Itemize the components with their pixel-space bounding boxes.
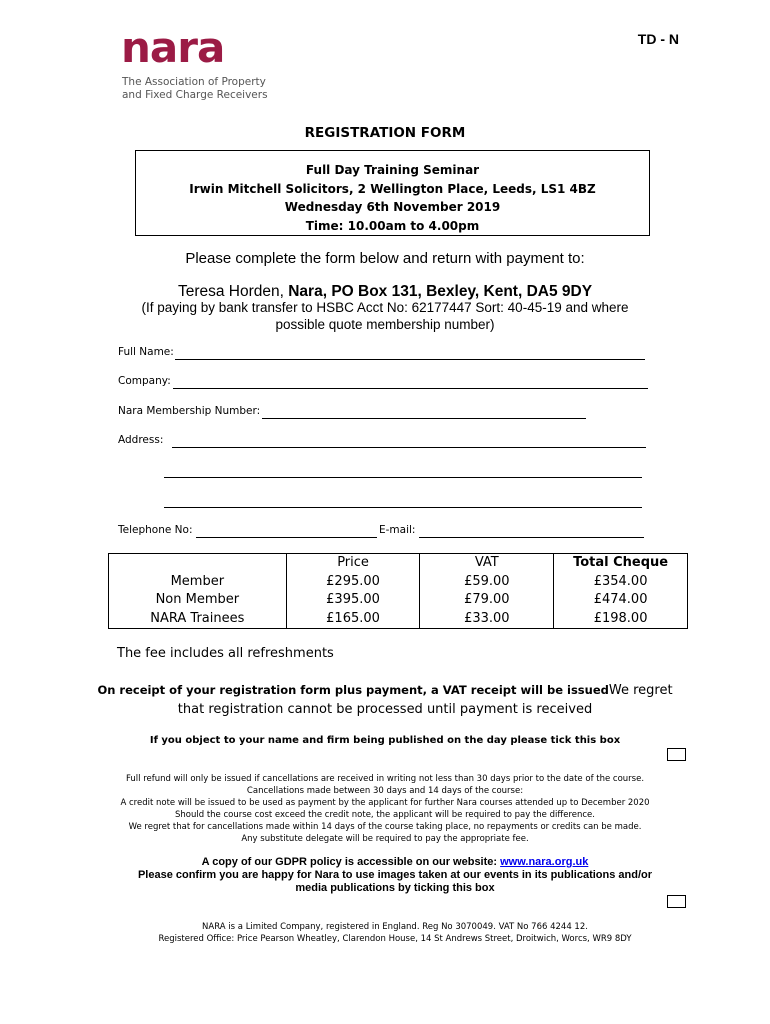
receipt-normal: We regret that registration cannot be processed until payment is received (177, 683, 673, 717)
images-consent-line-2: media publications by ticking this box (295, 882, 495, 894)
price-header: Price (337, 555, 369, 570)
vat-trainees: £33.00 (464, 610, 510, 626)
contact-name: Teresa Horden, (177, 283, 289, 300)
vat-header: VAT (474, 555, 499, 570)
total-header: Total Cheque (573, 555, 669, 570)
total-column (554, 554, 688, 629)
company-field[interactable] (173, 388, 648, 389)
full-name-label: Full Name: (118, 346, 174, 358)
price-trainees: £165.00 (326, 610, 380, 626)
gdpr-text: A copy of our GDPR policy is accessible on our website: (201, 856, 501, 868)
email-label: E-mail: (379, 524, 416, 536)
event-info-box (135, 150, 650, 236)
address-field-line-3[interactable] (164, 507, 642, 508)
row-label-member: Member (170, 573, 225, 589)
total-member: £354.00 (593, 573, 648, 589)
fees-table (108, 553, 688, 629)
event-line-1: Full Day Training Seminar (305, 163, 480, 177)
email-field[interactable] (419, 537, 644, 538)
row-label-non-member: Non Member (155, 592, 240, 607)
receipt-bold: On receipt of your registration form plus payment, a VAT receipt will be issued (97, 683, 609, 697)
membership-label: Nara Membership Number: (118, 405, 261, 417)
images-consent-checkbox[interactable] (667, 895, 686, 908)
vat-column (420, 554, 554, 629)
event-line-2: Irwin Mitchell Solicitors, 2 Wellington Place, Leeds, LS1 4BZ (189, 181, 596, 196)
vat-member: £59.00 (464, 573, 510, 589)
total-non-member: £474.00 (593, 592, 648, 607)
refund-line: We regret that for cancellations made within 14 days of the course taking place, no repayments or credits can be made. (128, 822, 642, 832)
tagline-line-2: and Fixed Charge Receivers (122, 89, 268, 101)
company-label: Company: (118, 375, 171, 387)
telephone-field[interactable] (196, 537, 377, 538)
contact-address: Nara, PO Box 131, Bexley, Kent, DA5 9DY (288, 283, 593, 300)
full-name-field[interactable] (175, 359, 645, 360)
price-member: £295.00 (326, 573, 380, 589)
label-column (109, 554, 287, 629)
refund-policy (100, 773, 670, 845)
membership-number-field[interactable] (262, 418, 586, 419)
publish-objection-checkbox[interactable] (667, 748, 686, 761)
refund-line: Full refund will only be issued if cancellations are received in writing not less than 30 days prior to the date of the course. (125, 774, 645, 784)
vat-non-member: £79.00 (464, 592, 510, 607)
bank-transfer-note (0, 300, 770, 333)
tagline-line-1: The Association of Property (122, 76, 266, 88)
nara-logo: nara (121, 23, 225, 72)
refund-line: Cancellations made between 30 days and 14 days of the course: (246, 786, 524, 796)
company-footer (60, 921, 730, 945)
row-label-trainees: NARA Trainees (150, 610, 245, 626)
form-code: TD - N (637, 31, 679, 47)
bank-line-2: possible quote membership number) (275, 316, 495, 332)
images-consent-line-1: Please confirm you are happy for Nara to use images taken at our events in its publications and/or (137, 869, 653, 881)
address-field-line-2[interactable] (164, 477, 642, 478)
price-non-member: £395.00 (326, 592, 380, 607)
price-column (286, 554, 420, 629)
return-address (0, 283, 770, 301)
complete-instruction: Please complete the form below and return with payment to: (185, 250, 585, 267)
website-link[interactable]: www.nara.org.uk (500, 856, 589, 868)
refreshments-note: The fee includes all refreshments (117, 646, 334, 661)
bank-line-1: (If paying by bank transfer to HSBC Acct No: 62177447 Sort: 40-45-19 and where (141, 300, 629, 315)
telephone-label: Telephone No: (118, 524, 193, 536)
address-label: Address: (118, 434, 164, 446)
address-field-line-1[interactable] (172, 447, 646, 448)
refund-line: Any substitute delegate will be required to pay the appropriate fee. (241, 834, 529, 844)
footer-line-2: Registered Office: Price Pearson Wheatley, Clarendon House, 14 St Andrews Street, Droitwich, Worcs, WR9 8DY (158, 934, 632, 944)
publish-objection-notice: If you object to your name and firm being published on the day please tick this box (149, 735, 621, 746)
receipt-notice (90, 681, 680, 719)
event-line-3: Wednesday 6th November 2019 (284, 200, 501, 214)
total-trainees: £198.00 (593, 610, 648, 626)
table-row (109, 554, 688, 629)
page-title: REGISTRATION FORM (304, 125, 466, 141)
gdpr-notice (60, 856, 730, 895)
refund-line: A credit note will be issued to be used as payment by the applicant for further Nara courses attended up to December 2020 (120, 798, 650, 808)
footer-line-1: NARA is a Limited Company, registered in England. Reg No 3070049. VAT No 766 4244 12. (202, 922, 588, 932)
event-line-4: Time: 10.00am to 4.00pm (305, 218, 480, 233)
nara-logo-tagline (122, 76, 268, 102)
refund-line: Should the course cost exceed the credit note, the applicant will be required to pay the difference. (175, 810, 595, 820)
